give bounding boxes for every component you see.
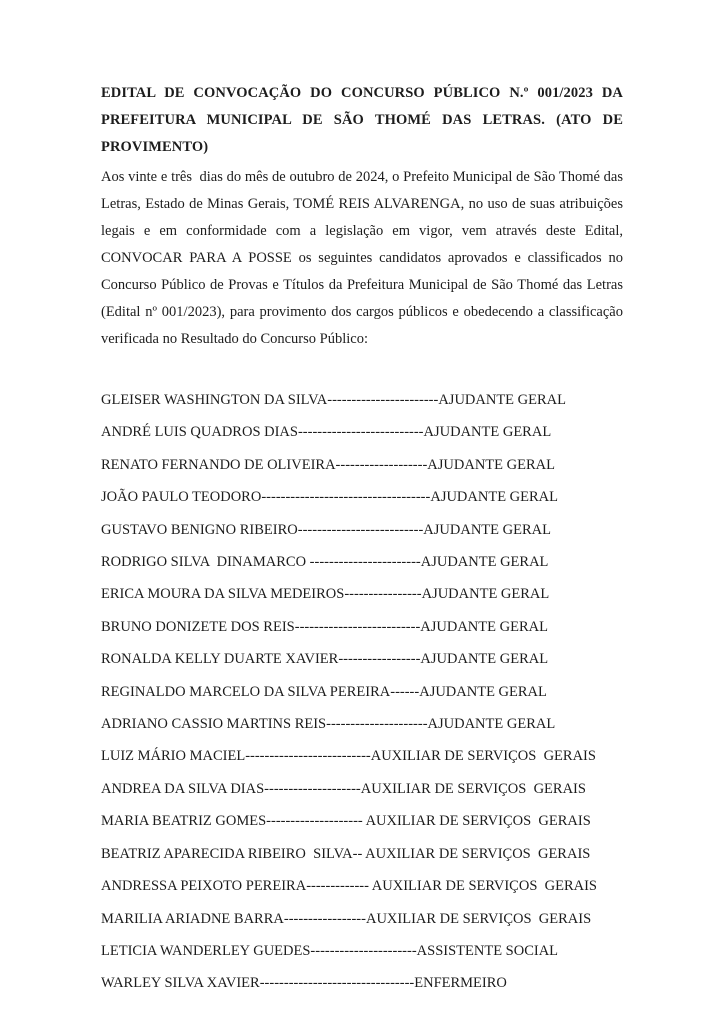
candidate-name: ADRIANO CASSIO MARTINS REIS xyxy=(101,716,327,733)
candidate-position: AJUDANTE GERAL xyxy=(421,586,550,603)
dash-separator: ----------------- xyxy=(283,910,366,927)
candidate-position: AJUDANTE GERAL xyxy=(438,392,566,408)
dash-separator: --------------------- xyxy=(326,716,428,733)
dash-separator: ----------------------- xyxy=(309,554,421,571)
candidate-name: RODRIGO SILVA DINAMARCO xyxy=(101,554,310,571)
candidate-row xyxy=(101,643,623,675)
candidate-name: GUSTAVO BENIGNO RIBEIRO xyxy=(101,521,298,538)
candidate-row xyxy=(101,611,623,643)
candidate-name: ANDRÉ LUIS QUADROS DIAS xyxy=(101,424,298,441)
candidate-position: AJUDANTE GERAL xyxy=(427,716,556,733)
candidate-row xyxy=(101,416,623,448)
candidate-name: LETICIA WANDERLEY GUEDES xyxy=(101,942,311,959)
candidate-position: AJUDANTE GERAL xyxy=(423,521,551,538)
candidate-position: ASSISTENTE SOCIAL xyxy=(416,942,559,959)
candidate-row xyxy=(101,903,623,935)
candidate-row xyxy=(101,384,623,416)
candidate-name: ANDREA DA SILVA DIAS xyxy=(101,780,265,797)
candidate-position: AJUDANTE GERAL xyxy=(430,489,559,506)
candidate-name: BRUNO DONIZETE DOS REIS xyxy=(101,618,295,635)
candidate-position: AJUDANTE GERAL xyxy=(420,618,548,635)
dash-separator: ----------------------- xyxy=(327,392,439,408)
candidate-position: AUXILIAR DE SERVIÇOS GERAIS xyxy=(360,780,586,797)
candidate-position: AUXILIAR DE SERVIÇOS GERAIS xyxy=(365,845,591,862)
candidate-name: JOÃO PAULO TEODORO xyxy=(101,489,262,506)
candidate-position: AJUDANTE GERAL xyxy=(419,683,547,700)
dash-separator: -------------------- xyxy=(264,780,361,797)
dash-separator: -------------------------------- xyxy=(259,975,415,992)
candidate-row xyxy=(101,967,623,999)
candidate-name: ERICA MOURA DA SILVA MEDEIROS xyxy=(101,586,345,603)
candidate-name: MARIA BEATRIZ GOMES xyxy=(101,813,267,830)
document-content xyxy=(101,80,627,1000)
candidate-row xyxy=(101,449,623,481)
candidate-name: ANDRESSA PEIXOTO PEREIRA xyxy=(101,878,307,895)
candidate-name: GLEISER WASHINGTON DA SILVA xyxy=(101,392,328,408)
dash-separator: -------------------------- xyxy=(294,618,421,635)
candidate-position: AJUDANTE GERAL xyxy=(420,554,549,571)
candidate-name: RONALDA KELLY DUARTE XAVIER xyxy=(101,651,339,668)
dash-separator: -- xyxy=(352,845,366,862)
candidate-row xyxy=(101,740,623,772)
candidate-row xyxy=(101,935,623,967)
candidate-position: ENFERMEIRO xyxy=(414,975,507,992)
candidate-row xyxy=(101,676,623,708)
dash-separator: ---------------------- xyxy=(310,942,417,959)
dash-separator: -------------------------- xyxy=(297,521,424,538)
candidate-row xyxy=(101,773,623,805)
candidate-row xyxy=(101,805,623,837)
dash-separator: ------ xyxy=(390,683,420,700)
document-title: EDITAL DE CONVOCAÇÃO DO CONCURSO PÚBLICO N.º 001/2023 DA PREFEITURA MUNICIPAL DE SÃO THOMÉ DAS LETRAS. (ATO DE PROVIMENTO) xyxy=(101,85,623,155)
candidate-name: LUIZ MÁRIO MACIEL xyxy=(101,748,246,765)
candidate-name: MARILIA ARIADNE BARRA xyxy=(101,910,284,927)
dash-separator: -------------------------- xyxy=(245,748,371,765)
candidate-name: RENATO FERNANDO DE OLIVEIRA xyxy=(101,456,336,473)
candidate-position: AUXILIAR DE SERVIÇOS GERAIS xyxy=(371,878,597,895)
dash-separator: ------------------- xyxy=(335,456,428,473)
candidate-name: WARLEY SILVA XAVIER xyxy=(101,975,260,992)
candidate-name: REGINALDO MARCELO DA SILVA PEREIRA xyxy=(101,683,391,700)
dash-separator: ---------------- xyxy=(344,586,422,603)
candidate-position: AJUDANTE GERAL xyxy=(420,651,549,668)
candidate-row xyxy=(101,481,623,513)
dash-separator: ------------- xyxy=(306,878,372,895)
candidate-list xyxy=(101,384,623,1000)
candidate-row xyxy=(101,514,623,546)
candidate-row xyxy=(101,870,623,902)
candidate-position: AJUDANTE GERAL xyxy=(423,424,552,441)
candidate-position: AUXILIAR DE SERVIÇOS GERAIS xyxy=(370,748,596,765)
candidate-row xyxy=(101,546,623,578)
candidate-row xyxy=(101,708,623,740)
candidate-row xyxy=(101,578,623,610)
candidate-position: AUXILIAR DE SERVIÇOS GERAIS xyxy=(365,813,591,830)
candidate-position: AUXILIAR DE SERVIÇOS GERAIS xyxy=(365,910,592,927)
candidate-position: AJUDANTE GERAL xyxy=(427,456,555,473)
candidate-row xyxy=(101,838,623,870)
dash-separator: ----------------------------------- xyxy=(261,489,431,506)
dash-separator: ----------------- xyxy=(338,651,421,668)
candidate-name: BEATRIZ APARECIDA RIBEIRO SILVA xyxy=(101,845,353,862)
intro-paragraph: Aos vinte e três dias do mês de outubro de 2024, o Prefeito Municipal de São Thomé das Letras, Estado de Minas Gerais, TOMÉ REIS ALVARENGA, no uso de suas atribuições legais e em conformidade com a legislação em vigor, vem através deste Edital, CONVOCAR PARA A POSSE os seguintes candidatos aprovados e classificados no Concurso Público de Provas e Títulos da Prefeitura Municipal de São Thomé das Letras (Edital nº 001/2023), para provimento dos cargos públicos e obedecendo a classificação verificada no Resultado do Concurso Público: xyxy=(101,169,627,347)
dash-separator: -------------------------- xyxy=(297,424,424,441)
dash-separator: -------------------- xyxy=(266,813,366,830)
